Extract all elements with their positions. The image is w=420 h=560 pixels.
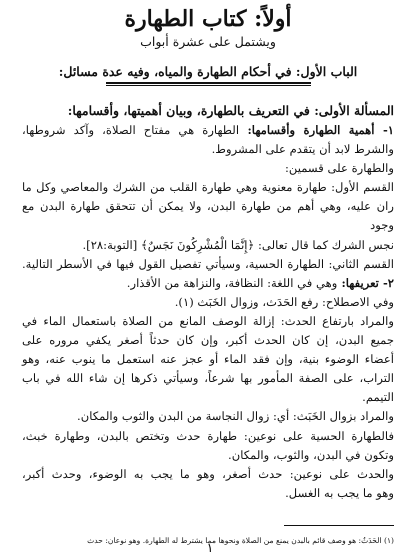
paragraph-line	[22, 197, 394, 235]
line-text: القسم الثاني: الطهارة الحسية، وسيأتي تفصيل القول فيها في الأسطر التالية.	[22, 256, 394, 271]
line-text: وهو ما يجب به الغسل.	[285, 485, 394, 500]
line-text: نجس الشرك كما قال تعالى: ﴿إِنَّمَا الْمُشْرِكُونَ نَجَسٌ﴾ [التوبة:٢٨].	[82, 237, 394, 252]
line-text: جميع البدن، إن كان الحدث أكبر، وإن كان حدثاً أصغر يكفي مروره على	[22, 333, 394, 348]
paragraph-line	[22, 465, 394, 484]
paragraph-line	[22, 236, 394, 255]
line-text: وتكون في البدن، والثوب، والمكان.	[228, 447, 394, 462]
line-lead: ١- أهمية الطهارة وأقسامها:	[239, 123, 394, 137]
paragraph-line	[22, 427, 394, 446]
line-text: وفي الاصطلاح: رفع الحَدَث، وزوال الخَبَث (١).	[174, 294, 394, 309]
issue-heading: المسألة الأولى: في التعريف بالطهارة، وبيان أهميتها، وأقسامها:	[67, 103, 394, 118]
paragraph-line	[22, 331, 394, 350]
body-text	[22, 121, 394, 503]
line-text: أعضاء الوضوء بنية، وإن فقد الماء أو عجز عنه استعمل ما ينوب عنه، وهو	[22, 352, 394, 367]
paragraph-line	[22, 178, 394, 197]
paragraph-line	[22, 274, 394, 293]
paragraph-line	[22, 407, 394, 426]
paragraph-line	[22, 255, 394, 274]
line-text: وهي في اللغة: النظافة، والنزاهة من الأقذار.	[126, 275, 338, 290]
page-number: ١	[206, 541, 214, 556]
line-text: التراب، على الصفة المأمور بها شرعاً، وسيأتي ذكرها إن شاء الله في باب التيمم.	[22, 371, 394, 405]
paragraph-line	[22, 121, 394, 140]
section-title: أولاً: كتاب الطهارة	[124, 6, 292, 32]
paragraph-line	[22, 140, 394, 159]
paragraph-line	[22, 446, 394, 465]
line-text: القسم الأول: طهارة معنوية وهي طهارة القلب من الشرك والمعاصي وكل ما	[22, 180, 394, 195]
footnote-divider	[284, 525, 394, 526]
footnote: (١) الحَدَثُ: هو وصف قائم بالبدن يمنع من الصلاة ونحوها مما يشترط له الطهارة. وهو نوعان: حدث	[87, 535, 394, 545]
paragraph-line	[22, 350, 394, 369]
paragraph-line	[22, 484, 394, 503]
line-lead: ٢- تعريفها:	[337, 275, 394, 290]
paragraph-line	[22, 369, 394, 407]
section-subtitle: ويشتمل على عشرة أبواب	[140, 34, 276, 49]
heading-underline	[106, 82, 311, 86]
line-text: والمراد بزوال الخَبَث: أي: زوال النجاسة من البدن والثوب والمكان.	[77, 409, 394, 424]
line-text: والشرط لابد أن يتقدم على المشروط.	[211, 142, 394, 157]
line-text: فالطهارة الحسية على نوعين: طهارة حدث وتختص بالبدن، وطهارة خبث،	[22, 428, 394, 443]
chapter-heading: الباب الأول: في أحكام الطهارة والمياه، وفيه عدة مسائل:	[58, 64, 358, 79]
paragraph-line	[22, 293, 394, 312]
line-text: ران عليه، وهي أهم من طهارة البدن، ولا يمكن أن تتحقق طهارة البدن مع وجود	[22, 199, 394, 233]
paragraph-line	[22, 159, 394, 178]
line-text: والحدث على نوعين: حدث أصغر، وهو ما يجب به الوضوء، وحدث أكبر،	[22, 466, 394, 481]
line-text: الطهارة هي مفتاح الصلاة، وآكد شروطها،	[22, 123, 240, 137]
paragraph-line	[22, 312, 394, 331]
line-text: والمراد بارتفاع الحدث: إزالة الوصف المانع من الصلاة باستعمال الماء في	[22, 313, 394, 328]
line-text: والطهارة على قسمين:	[284, 161, 394, 176]
